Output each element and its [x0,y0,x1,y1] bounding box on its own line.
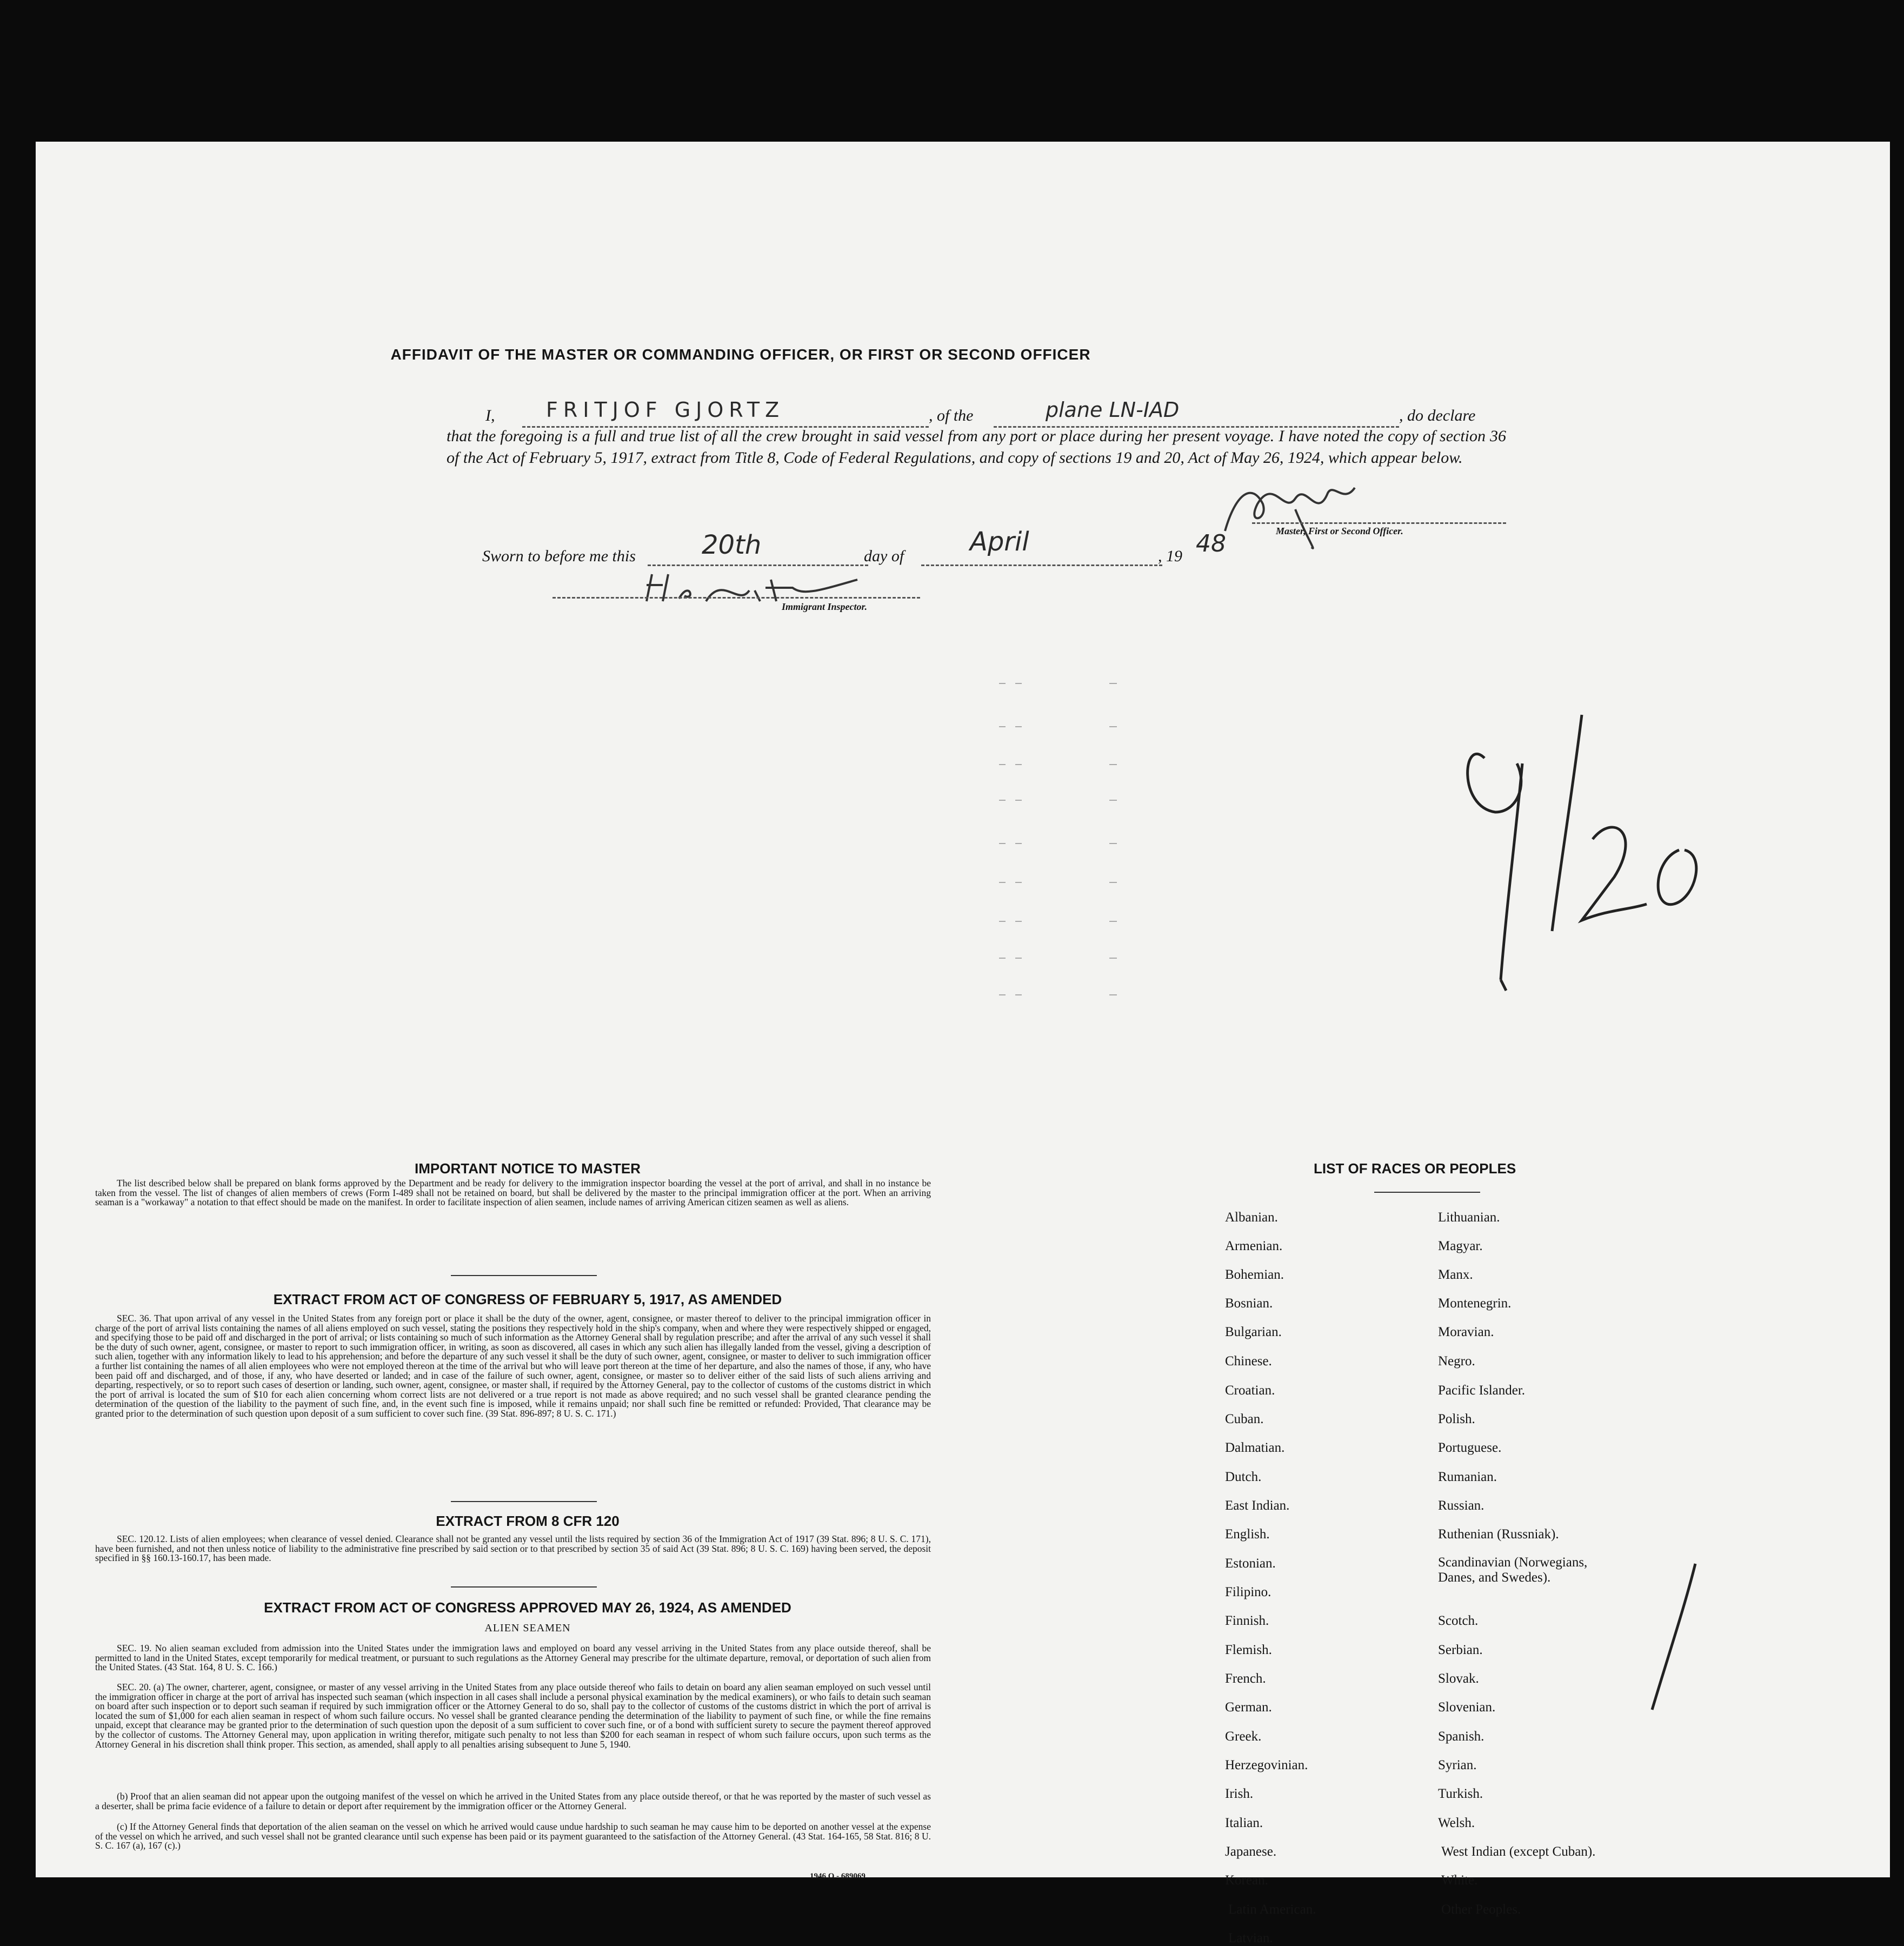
sworn-month: April [970,527,1029,557]
race-item: Armenian. [1225,1239,1283,1253]
race-item: Dalmatian. [1225,1440,1285,1455]
race-item: Flemish. [1225,1643,1272,1657]
sworn-day: 20th [702,530,762,560]
race-item: Slovak. [1438,1671,1479,1686]
extract-1924-sec19: SEC. 19. No alien seaman excluded from admission into the United States under the immigration laws and employed on board any vessel arriving in the United States from any place outside thereof, shall be permitted to land in the United States, except temporarily for medical treatment, or pursuant to such regulations as the Attorney General may prescribe for the ultimate departure, removal, or deportation of such alien from the United States. (43 Stat. 164, 8 U. S. C. 166.) [95,1643,931,1673]
race-item: Manx. [1438,1267,1473,1282]
race-item: Turkish. [1438,1786,1483,1801]
divider [451,1501,597,1502]
master-name: FRITJOF GJORTZ [546,398,785,422]
race-item: Pacific Islander. [1438,1383,1526,1398]
race-item: West Indian (except Cuban). [1441,1844,1596,1859]
race-item: Irish. [1225,1786,1254,1801]
master-signature [1214,471,1398,558]
race-item: Finnish. [1225,1613,1269,1628]
affidavit-body: that the foregoing is a full and true list of all the crew brought in said vessel from any port or place during her present voyage. I have noted the copy of section 36 of the Act of February 5, 1917, extract from Title 8, Code of Federal Regulations, and copy of sections 19 and 20, Act of May 26, 1924, which appear below. [447,427,1506,467]
day-line [648,564,868,566]
handwritten-slash-mark [1641,1558,1706,1721]
race-item: Negro. [1438,1354,1475,1369]
extract-1924-sec20b: (b) Proof that an alien seaman did not appear upon the outgoing manifest of the vessel on which he arrived in the United States from any place outside thereof, or that he was reported by the master of such vessel as a deserter, shall be prima facie evidence of a failure to detain or deport after requirement by the immigration officer or the Attorney General. [95,1791,931,1811]
race-item: Albanian. [1225,1210,1278,1225]
race-item: Herzegovinian. [1225,1758,1308,1772]
affidavit-title: AFFIDAVIT OF THE MASTER OR COMMANDING OFFICER, OR FIRST OR SECOND OFFICER [390,346,1091,363]
divider [451,1586,597,1588]
race-item: Latvian. [1228,1931,1273,1945]
faint-ruled-marks [998,677,1053,1012]
vessel-name: plane LN-IAD [1046,398,1180,422]
race-item: Filipino. [1225,1585,1271,1599]
extract-1917-title: EXTRACT FROM ACT OF CONGRESS OF FEBRUARY 5, 1917, AS AMENDED [273,1291,782,1307]
race-item: Russian. [1438,1498,1484,1513]
race-item: Scandinavian (Norwegians, Danes, and Swedes). [1438,1555,1588,1585]
race-item: Estonian. [1225,1556,1276,1571]
handwritten-page-mark [1452,704,1755,1007]
race-item: Serbian. [1438,1643,1483,1657]
inspector-line [552,597,920,599]
inspector-caption: Immigrant Inspector. [782,601,868,612]
race-item: Welsh. [1438,1816,1475,1830]
race-item: Moravian. [1438,1325,1494,1339]
divider [451,1275,597,1276]
race-item: Syrian. [1438,1758,1477,1772]
race-item: East Indian. [1225,1498,1290,1513]
svg-text:/: / [1641,1558,1642,1559]
race-item: Slovenian. [1438,1700,1496,1715]
extract-1924-sec20c: (c) If the Attorney General finds that deportation of the alien seaman on the vessel on which he arrived would cause undue hardship to such seaman he may cause him to be deported on another vessel at the expense of the vessel on which he arrived, and such vessel shall not be granted clearance until such expense has been paid or its payment guaranteed to the satisfaction of the Attorney General. (43 Stat. 164-165, 58 Stat. 816; 8 U. S. C. 167 (a), 167 (c).) [95,1821,931,1851]
race-item: Cuban. [1225,1412,1264,1426]
race-item: White. [1441,1873,1478,1888]
race-item: Korean. [1225,1873,1268,1888]
race-item: Rumanian. [1438,1470,1497,1484]
year-prefix: , 19 [1158,547,1182,565]
day-of-label: day of [864,547,904,565]
notice-text: The list described below shall be prepared on blank forms approved by the Department and be ready for delivery to the immigration inspector boarding the vessel at the port of arrival, and shall in no instance be taken from the vessel. The list of changes of alien members of crews (Form I-489 shall not be retained on board, but shall be delivered by the master to the principal immigration officer at the port. When an arriving seaman is a "workaway" a notation to that effect should be made on the manifest. In order to facilitate inspection of alien seamen, include names of arriving American citizen seamen as well as aliens. [95,1178,931,1208]
race-item: Lithuanian. [1438,1210,1500,1225]
race-item: Magyar. [1438,1239,1483,1253]
signature-line [1252,522,1506,524]
race-item: French. [1225,1671,1266,1686]
extract-cfr-text: SEC. 120.12. Lists of alien employees; when clearance of vessel denied. Clearance shall not be granted any vessel until the lists required by section 36 of the Immigration Act of 1917 (39 Stat. 896; 8 U. S. C. 171), have been furnished, and not then unless notice of liability to the administrative fine prescribed by said section or to that prescribed by section 35 of said Act (39 Stat. 896; 8 U. S. C. 169) having been served, the deposit specified in §§ 160.13-160.17, has been made. [95,1533,931,1564]
extract-1917-text: SEC. 36. That upon arrival of any vessel in the United States from any foreign port or place it shall be the duty of the owner, agent, consignee, or master thereof to deliver to the principal immigration officer in charge of the port of arrival lists containing the names of all aliens employed on such vessel, stating the positions they respectively hold in the ship's company, when and where they were respectively shipped or engaged, and specifying those to be paid off and discharged in the port of arrival; or lists containing so much of such information as the Attorney General shall by regulation prescribe; and after the arrival of any such vessel it shall be the duty of such owner, agent, consignee, or master to report to such immigration officer, in writing, as soon as discovered, all cases in which any such alien has illegally landed from the vessel, giving a description of such alien, together with any information likely to lead to his apprehension; and before the departure of any such vessel it shall be the duty of such owner, agent, consignee, or master to deliver to such immigration officer a further list containing the names of all alien employees who were not employed thereon at the time of the arrival but who will leave port thereon at the time of her departure, and also the names of those, if any, who have been paid off and discharged, and of those, if any, who have deserted or landed; and in case of the failure of such owner, agent, consignee, or master so to deliver either of the said lists of such aliens arriving and departing, respectively, or so to report such cases of desertion or landing, such owner, agent, consignee, or master shall, if required by the Attorney General, pay to the collector of customs of the customs district in which the port of arrival is located the sum of $10 for each alien concerning whom correct lists are not delivered or a true report is not made as above required; and no such vessel shall be granted clearance pending the determination of the question of the liability to the payment of such fine, and, in the event such fine is imposed, while it remains unpaid; nor shall such fine be remitted or refunded: Provided, That clearance may be granted prior to the determination of such question upon deposit of a sum sufficient to cover such fine. (39 Stat. 896-897; 8 U. S. C. 171.) [95,1313,931,1419]
race-item: Bulgarian. [1225,1325,1282,1339]
year-suffix: 48 [1196,530,1226,557]
print-code: 1946 O - 689069 [810,1872,866,1881]
race-item: Italian. [1225,1816,1263,1830]
race-item: Portuguese. [1438,1440,1502,1455]
document-page [36,142,1890,1945]
extract-1924-subtitle: ALIEN SEAMEN [484,1622,571,1634]
race-item: Polish. [1438,1412,1475,1426]
race-item: Greek. [1225,1729,1262,1744]
extract-1924-title: EXTRACT FROM ACT OF CONGRESS APPROVED MAY 26, 1924, AS AMENDED [264,1599,791,1616]
race-item: Chinese. [1225,1354,1272,1369]
race-item: German. [1225,1700,1272,1715]
race-item: Scotch. [1438,1613,1479,1628]
extract-cfr-title: EXTRACT FROM 8 CFR 120 [436,1513,620,1529]
race-item: Latin American. [1228,1902,1316,1917]
notice-title: IMPORTANT NOTICE TO MASTER [415,1160,641,1177]
race-item: Japanese. [1225,1844,1277,1859]
signature-caption: Master, First or Second Officer. [1276,526,1403,536]
race-item: Croatian. [1225,1383,1275,1398]
race-item: Montenegrin. [1438,1296,1512,1311]
races-title: LIST OF RACES OR PEOPLES [1314,1160,1516,1177]
race-item: Dutch. [1225,1470,1262,1484]
declaration-prefix: I, [485,407,495,424]
race-item: Other Peoples. [1441,1902,1521,1917]
race-item: Ruthenian (Russniak). [1438,1527,1559,1542]
of-the-label: , of the [929,407,974,424]
race-item: English. [1225,1527,1270,1542]
divider [1374,1192,1480,1193]
sworn-label: Sworn to before me this [482,547,636,565]
faint-ruled-marks [1109,677,1142,1012]
extract-1924-sec20a: SEC. 20. (a) The owner, charterer, agent, consignee, or master of any vessel arriving in the United States from any place outside thereof who fails to detain on board any alien seaman employed on such vessel until the immigration officer in charge at the port of arrival has inspected such seaman (which inspection in all cases shall include a personal physical examination by the medical examiners), or who fails to detain such seaman on board after such inspection or to deport such seaman if required by such immigration officer or the Attorney General to do so, shall pay to the collector of customs of the customs district in which the port of arrival is located the sum of $1,000 for each alien seaman in respect of whom such failure occurs. No vessel shall be granted clearance pending the determination of the liability to payment of such fine, or while the fine remains unpaid, except that clearance may be granted prior to the determination of such question upon the deposit of a sum sufficient to cover such fine, or of a bond with sufficient surety to secure the payment thereof approved by the collector of customs. The Attorney General may, upon application in writing therefor, mitigate such penalty to not less than $200 for each seaman in respect of whom such failure occurs, upon such terms as the Attorney General in his discretion shall think proper. This section, as amended, shall apply to all penalties arising subsequent to June 5, 1940. [95,1682,931,1750]
race-item: Bosnian. [1225,1296,1273,1311]
race-item: Bohemian. [1225,1267,1284,1282]
month-line [921,564,1162,566]
declare-label: , do declare [1399,407,1476,424]
race-item: Spanish. [1438,1729,1484,1744]
svg-text:9/20: 9/20 [1452,704,1453,705]
